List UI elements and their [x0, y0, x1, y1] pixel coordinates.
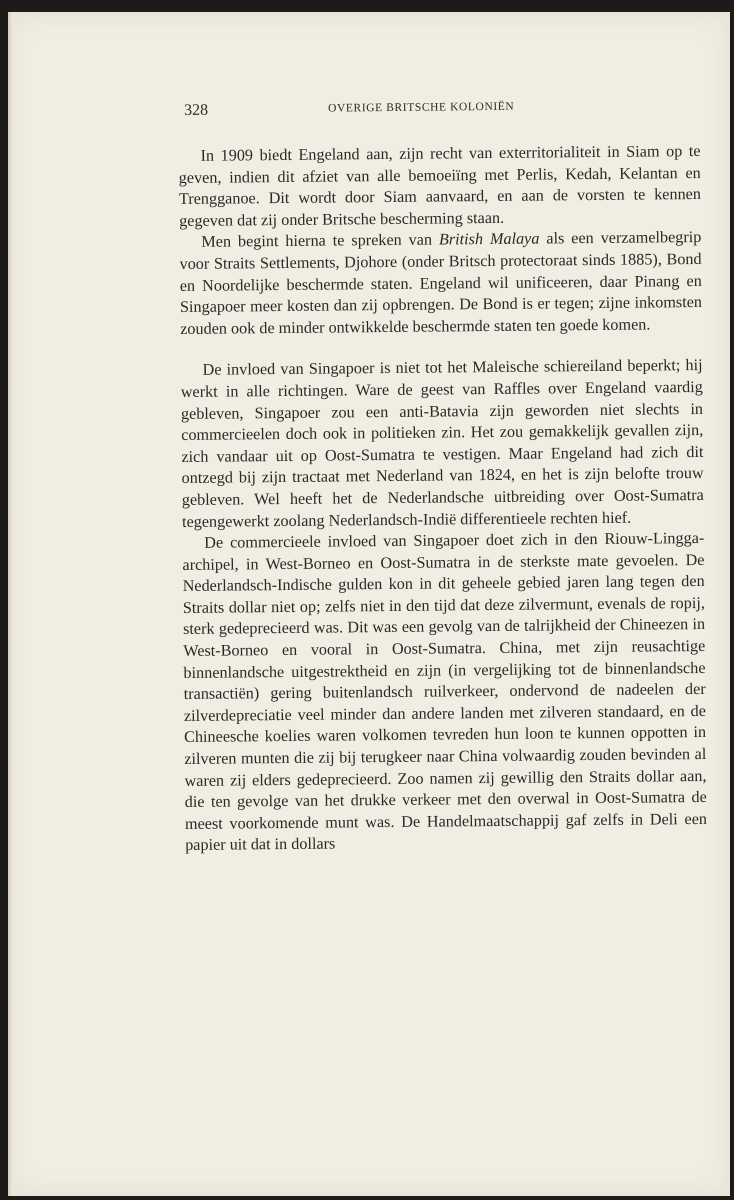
page-number: 328 [184, 101, 209, 119]
running-title: OVERIGE BRITSCHE KOLONIËN [328, 100, 515, 115]
paragraph-4: De commercieele invloed van Singapoer doet zich in den Riouw-Lingga-archipel, in West-Borneo en Oost-Sumatra in de sterkste mate gevoelen. De Nederlandsch-Indische gulden kon in dit geheele gebied jaren lang tegen den Straits dollar niet op; zelfs niet in den tijd dat deze zilvermunt, evenals de ropij, sterk gedeprecieerd was. Dit was een gevolg van de talrijkheid der Chineezen in West-Borneo en vooral in Oost-Sumatra. China, met zijn reusachtige binnenlandsche uitgestrektheid en zijn (in vergelijking tot de binnenlandsche transactiën) gering buitenlandsch ruilverkeer, ondervond de nadeelen der zilverdepreciatie veel minder dan andere landen met zilveren standaard, en de Chineesche koelies waren volkomen tevreden hun loon te kunnen oppotten in zilveren munten die zij bij terugkeer naar China volwaardig zouden bevinden al waren zij elders gedeprecieerd. Zoo namen zij gewillig den Straits dollar aan, die ten gevolge van het drukke verkeer met den overwal in Oost-Sumatra de meest voorkomende munt was. De Handelmaatschappij gaf zelfs in Deli een papier uit dat in dollars [182, 529, 708, 855]
british-malaya-emphasis: British Malaya [438, 229, 540, 249]
paragraph-2 [179, 227, 702, 340]
body-text [178, 141, 707, 857]
paragraph-3: De invloed van Singapoer is niet tot het Maleische schiereiland beperkt; hij werkt in alle richtingen. Ware de geest van Raffles over Engeland vaardig gebleven, Singapoer zou een anti-Batavia zijn geworden niet slechts in commercieelen doch ook in politieken zin. Het zou gemakkelijk gevallen zijn, zich vandaar uit op Oost-Sumatra te vestigen. Maar Engeland had zich dit ontzegd bij zijn tractaat met Nederland van 1824, en het is zijn belofte trouw gebleven. Wel heeft het de Nederlandsche uitbreiding over Oost-Sumatra tegengewerkt zoolang Nederlandsch-Indië differentieele rechten hief. [180, 356, 704, 531]
paragraph-1: In 1909 biedt Engeland aan, zijn recht van exterritorialiteit in Siam op te geven, indien dit afziet van alle bemoeiïng met Perlis, Kedah, Kelantan en Trengganoe. Dit wordt door Siam aanvaard, en aan de vorsten te kennen gegeven dat zij onder Britsche bescherming staan. [178, 141, 702, 230]
running-head [178, 95, 700, 126]
page-edge-shadow [8, 12, 14, 1196]
page-text-block [178, 95, 707, 857]
paragraph-2-intro: Men begint hierna te spreken van [201, 230, 440, 252]
paragraph-2-rest: als een verzamelbegrip voor Straits Settlements, Djohore (onder Britsch protectoraat sinds 1885), Bond en Noordelijke beschermde staten. Engeland wil unificeeren, daar Pinang en Singapoer meer kosten dan zij opbrengen. De Bond is er tegen; zijne inkomsten zouden ook de minder ontwikkelde beschermde staten ten goede komen. [179, 228, 703, 338]
